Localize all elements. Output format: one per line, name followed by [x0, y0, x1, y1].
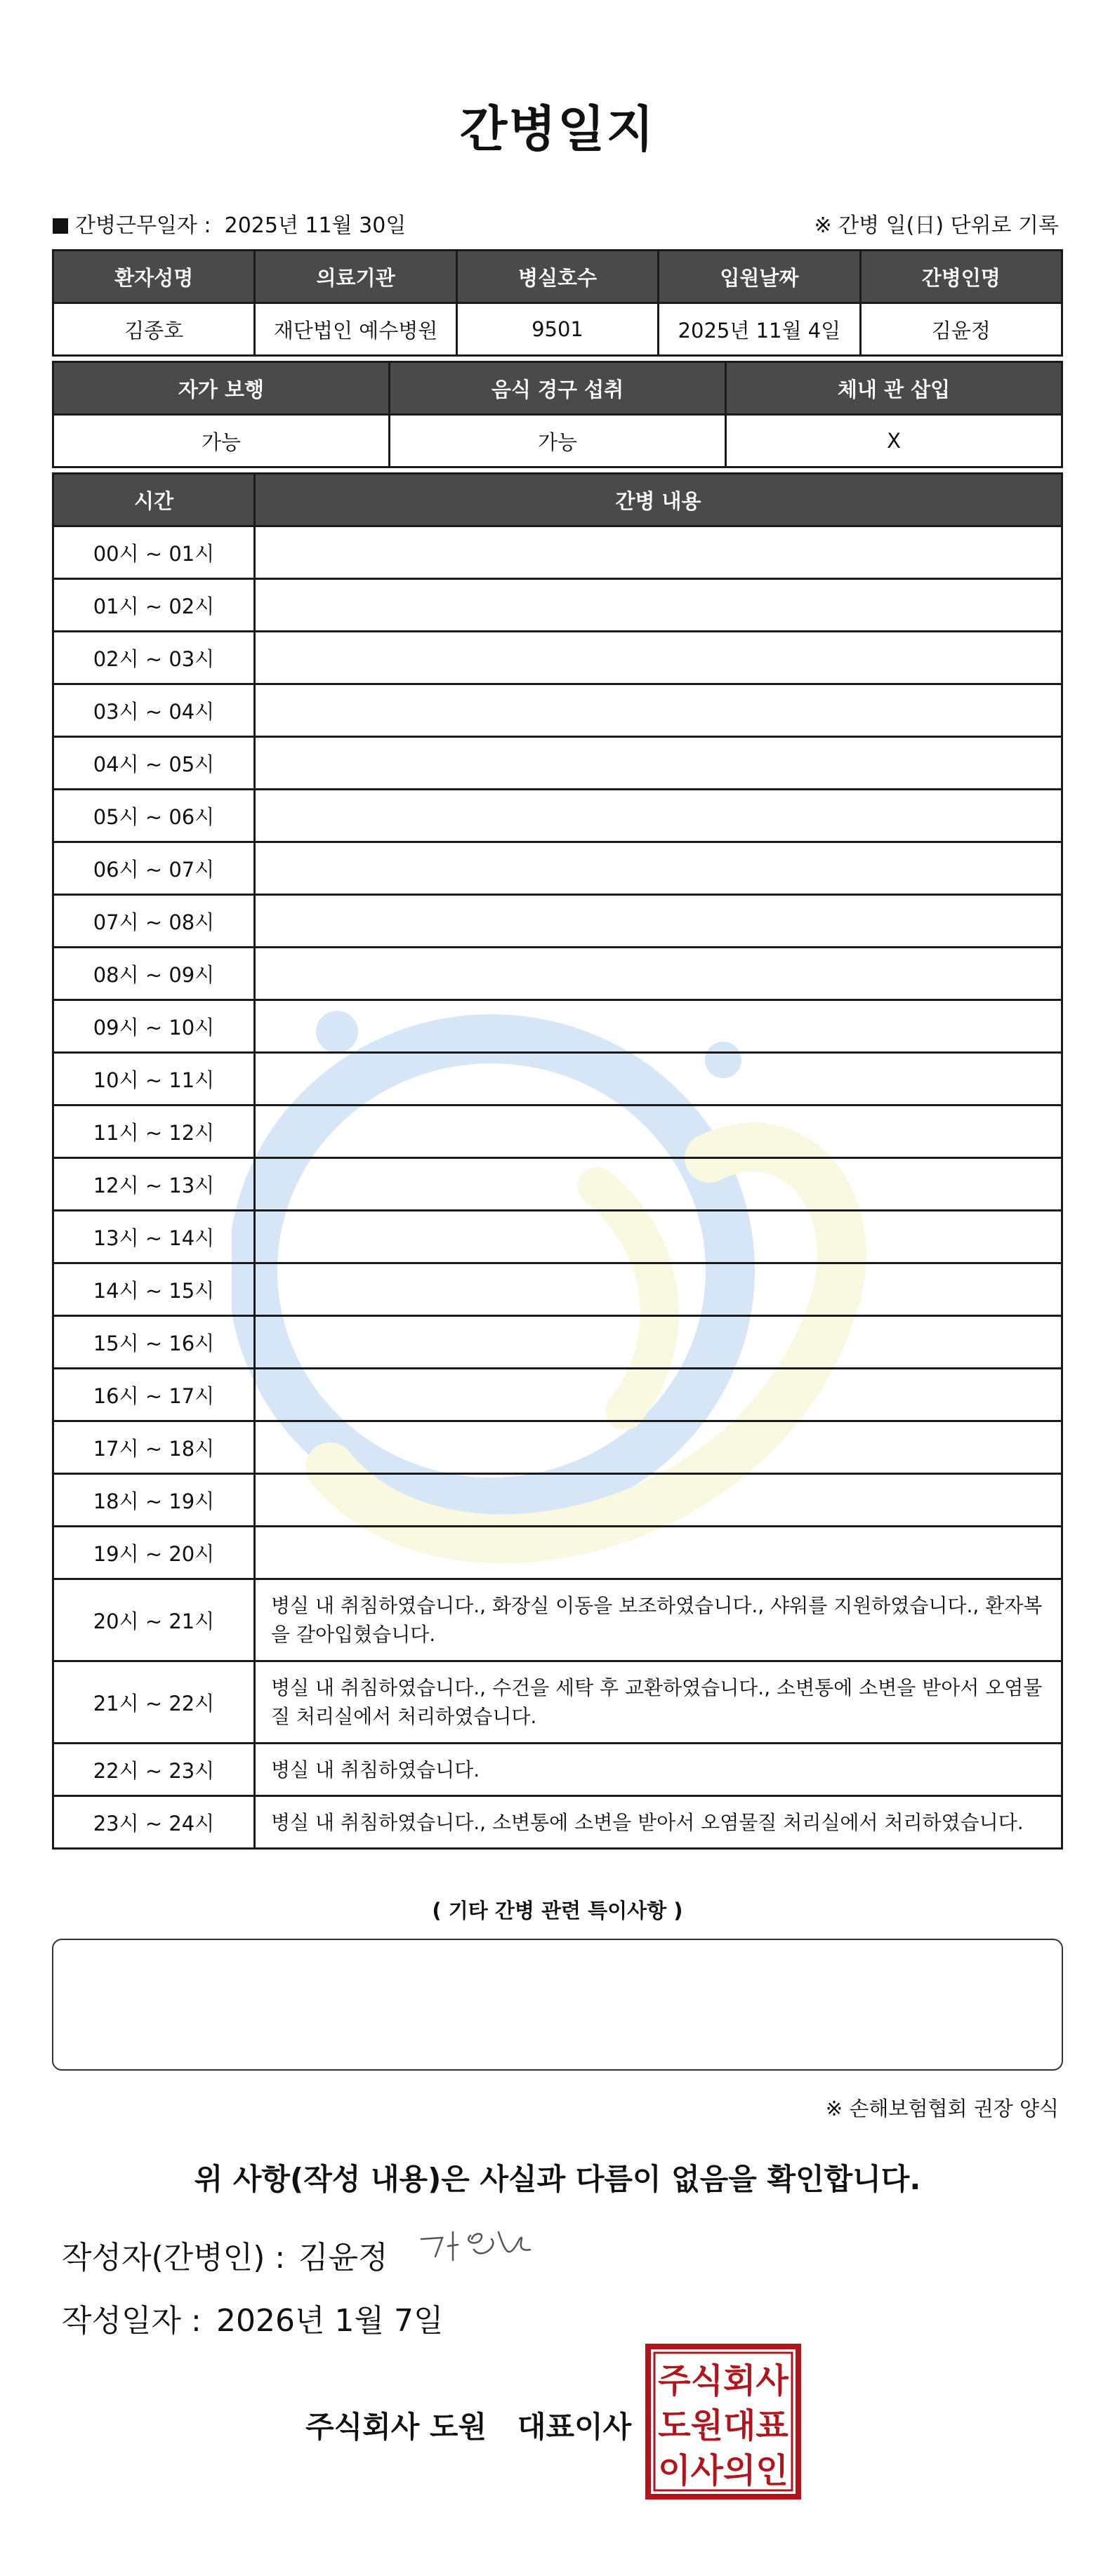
log-row [53, 1474, 1062, 1527]
log-time: 13시 ~ 14시 [53, 1211, 255, 1263]
log-content: 병실 내 취침하였습니다., 소변통에 소변을 받아서 오염물질 처리실에서 처리하였습니다. [255, 1796, 1062, 1849]
log-content [255, 684, 1062, 737]
log-content [255, 579, 1062, 632]
special-notes-label: ( 기타 간병 관련 특이사항 ) [432, 1899, 683, 1923]
work-date-label: 간병근무일자 : [75, 213, 211, 238]
log-row [53, 737, 1062, 790]
company-seal-icon [645, 2343, 802, 2500]
patient-status-table [52, 361, 1063, 468]
writer-name: 김윤정 [298, 2240, 388, 2276]
log-content [255, 1316, 1062, 1369]
hospital-name: 재단법인 예수병원 [255, 303, 456, 356]
log-content [255, 1211, 1062, 1263]
log-time: 15시 ~ 16시 [53, 1316, 255, 1369]
log-time: 17시 ~ 18시 [53, 1421, 255, 1474]
log-content [255, 526, 1062, 579]
log-row [53, 1211, 1062, 1263]
header-patient-name: 환자성명 [53, 251, 255, 303]
tube-insertion-value: X [726, 415, 1062, 467]
log-content [255, 842, 1062, 895]
log-content [255, 632, 1062, 684]
log-row [53, 632, 1062, 684]
header-caregiver-name: 간병인명 [860, 251, 1062, 303]
log-time: 06시 ~ 07시 [53, 842, 255, 895]
log-time: 02시 ~ 03시 [53, 632, 255, 684]
log-row [53, 1369, 1062, 1421]
status-header-row [53, 362, 1062, 415]
log-time: 14시 ~ 15시 [53, 1263, 255, 1316]
log-row [53, 1158, 1062, 1211]
log-content [255, 790, 1062, 842]
log-row [53, 526, 1062, 579]
caregiver-name: 김윤정 [860, 303, 1062, 356]
header-oral-intake: 음식 경구 섭취 [390, 362, 726, 415]
log-row [53, 1744, 1062, 1796]
seal-line-3: 이사의인 [658, 2451, 789, 2490]
log-row [53, 1796, 1062, 1849]
hourly-care-log-table [52, 472, 1063, 1850]
log-content [255, 948, 1062, 1000]
log-row [53, 1106, 1062, 1158]
header-tube-insertion: 체내 관 삽입 [726, 362, 1062, 415]
room-number: 9501 [456, 303, 658, 356]
log-time: 20시 ~ 21시 [53, 1579, 255, 1661]
log-content [255, 1053, 1062, 1106]
header-room-number: 병실호수 [456, 251, 658, 303]
log-time: 09시 ~ 10시 [53, 1000, 255, 1053]
log-time: 12시 ~ 13시 [53, 1158, 255, 1211]
work-date [53, 208, 406, 239]
log-row [53, 790, 1062, 842]
log-time: 22시 ~ 23시 [53, 1744, 255, 1796]
log-row [53, 1000, 1062, 1053]
log-row [53, 1053, 1062, 1106]
log-time: 05시 ~ 06시 [53, 790, 255, 842]
seal-line-2: 도원대표 [658, 2406, 789, 2445]
log-content [255, 1421, 1062, 1474]
seal-line-1: 주식회사 [658, 2361, 789, 2401]
association-note: ※ 손해보험협회 권장 양식 [825, 2097, 1059, 2120]
log-time: 21시 ~ 22시 [53, 1661, 255, 1744]
log-header-row [53, 474, 1062, 526]
log-row [53, 842, 1062, 895]
log-row [53, 1421, 1062, 1474]
work-date-value: 2025년 11월 30일 [224, 213, 407, 238]
log-content [255, 1000, 1062, 1053]
written-date-label: 작성일자 : [62, 2303, 202, 2339]
self-walking-value: 가능 [53, 415, 390, 467]
patient-info-table [52, 249, 1063, 357]
daily-record-note: ※ 간병 일(日) 단위로 기록 [814, 213, 1059, 238]
confirmation-statement: 위 사항(작성 내용)은 사실과 다름이 없음을 확인합니다. [194, 2162, 921, 2196]
log-content [255, 1369, 1062, 1421]
log-time: 16시 ~ 17시 [53, 1369, 255, 1421]
header-time: 시간 [53, 474, 255, 526]
special-notes-box [52, 1939, 1063, 2071]
header-self-walking: 자가 보행 [53, 362, 390, 415]
header-admission-date: 입원날짜 [659, 251, 860, 303]
log-content [255, 1474, 1062, 1527]
header-care-content: 간병 내용 [255, 474, 1062, 526]
square-bullet-icon [53, 218, 68, 234]
written-date-value: 2026년 1월 7일 [216, 2303, 444, 2339]
log-content [255, 1263, 1062, 1316]
log-time: 07시 ~ 08시 [53, 895, 255, 948]
company-representative: 주식회사 도원 대표이사 [305, 2410, 632, 2444]
log-row [53, 1263, 1062, 1316]
log-time: 01시 ~ 02시 [53, 579, 255, 632]
log-time: 19시 ~ 20시 [53, 1527, 255, 1579]
oral-intake-value: 가능 [390, 415, 726, 467]
log-row [53, 1527, 1062, 1579]
log-time: 08시 ~ 09시 [53, 948, 255, 1000]
page-title: 간병일지 [459, 100, 656, 158]
log-row [53, 1661, 1062, 1744]
log-time: 10시 ~ 11시 [53, 1053, 255, 1106]
log-content: 병실 내 취침하였습니다., 화장실 이동을 보조하였습니다., 샤워를 지원하였습니다., 환자복을 갈아입혔습니다. [255, 1579, 1062, 1661]
log-content [255, 737, 1062, 790]
writer-label: 작성자(간병인) : [62, 2240, 286, 2276]
log-time: 04시 ~ 05시 [53, 737, 255, 790]
header-hospital: 의료기관 [255, 251, 456, 303]
log-row [53, 895, 1062, 948]
log-content: 병실 내 취침하였습니다., 수건을 세탁 후 교환하였습니다., 소변통에 소변을 받아서 오염물질 처리실에서 처리하였습니다. [255, 1661, 1062, 1744]
log-content: 병실 내 취침하였습니다. [255, 1744, 1062, 1796]
log-content [255, 1106, 1062, 1158]
log-row [53, 579, 1062, 632]
patient-info-header-row [53, 251, 1062, 303]
log-time: 00시 ~ 01시 [53, 526, 255, 579]
log-content [255, 895, 1062, 948]
log-time: 23시 ~ 24시 [53, 1796, 255, 1849]
log-time: 11시 ~ 12시 [53, 1106, 255, 1158]
log-row [53, 1316, 1062, 1369]
log-row [53, 948, 1062, 1000]
log-content [255, 1158, 1062, 1211]
log-row [53, 684, 1062, 737]
patient-name: 김종호 [53, 303, 255, 356]
patient-info-value-row [53, 303, 1062, 356]
admission-date: 2025년 11월 4일 [659, 303, 860, 356]
log-content [255, 1527, 1062, 1579]
handwritten-signature [414, 2218, 534, 2274]
log-row [53, 1579, 1062, 1661]
log-time: 03시 ~ 04시 [53, 684, 255, 737]
status-value-row [53, 415, 1062, 467]
log-time: 18시 ~ 19시 [53, 1474, 255, 1527]
